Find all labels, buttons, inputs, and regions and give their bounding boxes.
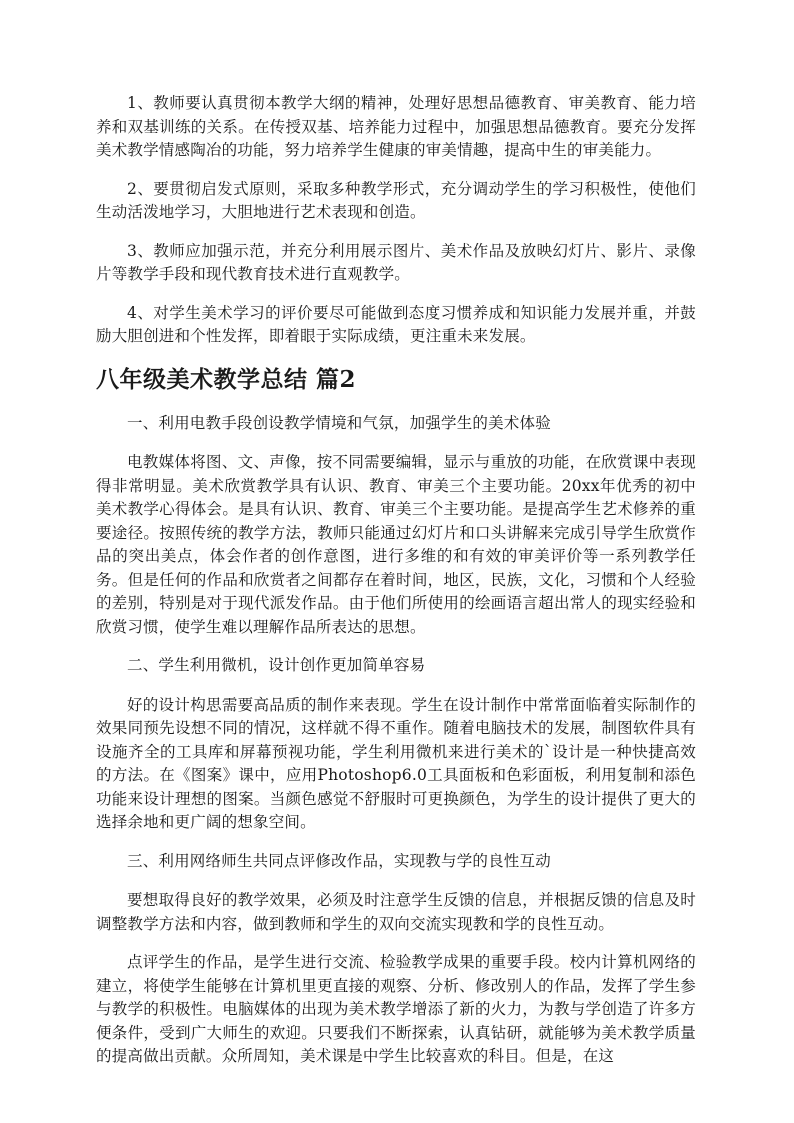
paragraph-3: 3、教师应加强示范，并充分利用展示图片、美术作品及放映幻灯片、影片、录像片等教学手段和现代教育技术进行直观教学。 <box>96 241 696 283</box>
paragraph-1: 1、教师要认真贯彻本教学大纲的精神，处理好思想品德教育、审美教育、能力培养和双基训练的关系。在传授双基、培养能力过程中，加强思想品德教育。要充分发挥美术教学情感陶冶的功能，努力培养学生健康的审美情趣，提高中生的审美能力。 <box>96 94 696 159</box>
body-paragraph-3: 要想取得良好的教学效果，必须及时注意学生反馈的信息，并根据反馈的信息及时调整教学方法和内容，做到教师和学生的双向交流实现教和学的良性互动。 <box>96 891 696 933</box>
subheading-2: 二、学生利用微机，设计创作更加简单容易 <box>127 656 426 674</box>
body-paragraph-2: 好的设计构思需要高品质的制作来表现。学生在设计制作中常常面临着实际制作的效果同预先设想不同的情况，这样就不得不重作。随着电脑技术的发展，制图软件具有设施齐全的工具库和屏幕预视功能，学生利用微机来进行美术的`设计是一种快捷高效的方法。在《图案》课中，应用Photoshop6.0工具面板和色彩面板，利用复制和添色功能来设计理想的图案。当颜色感觉不舒服时可更换颜色，为学生的设计提供了更大的选择余地和更广阔的想象空间。 <box>96 695 696 831</box>
body-paragraph-4: 点评学生的作品，是学生进行交流、检验教学成果的重要手段。校内计算机网络的建立，将使学生能够在计算机里更直接的观察、分析、修改别人的作品，发挥了学生参与教学的积极性。电脑媒体的出现为美术教学增添了新的火力，为教与学创造了许多方便条件，受到广大师生的欢迎。只要我们不断探索，认真钻研，就能够为美术教学质量的提高做出贡献。众所周知，美术课是中学生比较喜欢的科目。但是，在这 <box>96 953 696 1065</box>
section-title: 八年级美术教学总结 篇2 <box>96 365 357 393</box>
subheading-1: 一、利用电教手段创设教学情境和气氛，加强学生的美术体验 <box>127 413 551 432</box>
document-page <box>96 92 696 1069</box>
paragraph-4: 4、对学生美术学习的评价要尽可能做到态度习惯养成和知识能力发展并重，并鼓励大胆创进和个性发挥，即着眼于实际成绩，更注重未来发展。 <box>96 303 696 345</box>
subheading-3: 三、利用网络师生共同点评修改作品，实现教与学的良性互动 <box>127 851 551 870</box>
body-paragraph-1: 电教媒体将图、文、声像，按不同需要编辑，显示与重放的功能，在欣赏课中表现得非常明显。美术欣赏教学具有认识、教育、审美三个主要功能。20xx年优秀的初中美术教学心得体会。是具有认识、教育、审美三个主要功能。是提高学生艺术修养的重要途径。按照传统的教学方法，教师只能通过幻灯片和口头讲解来完成引导学生欣赏作品的突出美点，体会作者的创作意图，进行多维的和有效的审美评价等一系列教学任务。但是任何的作品和欣赏者之间都存在着时间，地区，民族，文化，习惯和个人经验的差别，特别是对于现代派发作品。由于他们所使用的绘画语言超出常人的现实经验和欣赏习惯，使学生难以理解作品所表达的思想。 <box>96 453 696 636</box>
paragraph-2: 2、要贯彻启发式原则，采取多种教学形式，充分调动学生的学习积极性，使他们生动活泼地学习，大胆地进行艺术表现和创造。 <box>96 179 696 221</box>
